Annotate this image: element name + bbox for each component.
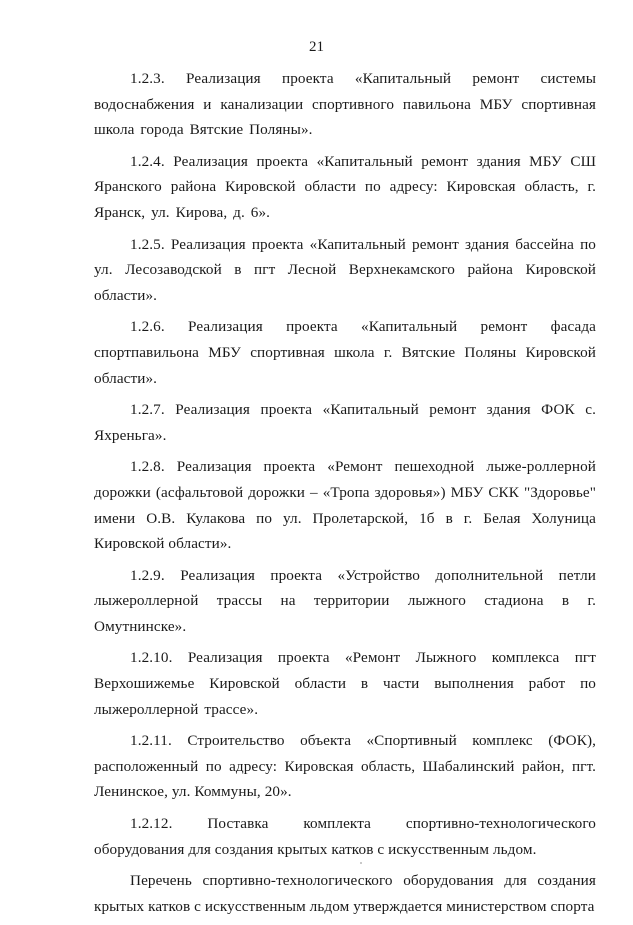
paragraph-1-2-7: 1.2.7. Реализация проекта «Капитальный ремонт здания ФОК с. Яхреньга». (94, 401, 596, 444)
paragraph-1-2-12: 1.2.12. Поставка комплекта спортивно-технологического оборудования для создания крытых катков с искусственным льдом. (94, 815, 596, 858)
page-number: 21 (309, 39, 324, 55)
paragraph-1-2-3: 1.2.3. Реализация проекта «Капитальный ремонт системы водоснабжения и канализации спортивного павильона МБУ спортивная школа города Вятские Поляны». (94, 70, 596, 139)
scan-speck (360, 862, 362, 864)
paragraph-1-2-6: 1.2.6. Реализация проекта «Капитальный ремонт фасада спортпавильона МБУ спортивная школа г. Вятские Поляны Кировской области». (94, 318, 596, 387)
paragraph-1-2-5: 1.2.5. Реализация проекта «Капитальный ремонт здания бассейна по ул. Лесозаводской в пгт Лесной Верхнекамского района Кировской области». (94, 235, 596, 304)
document-body (94, 66, 596, 925)
paragraph-1-2-4: 1.2.4. Реализация проекта «Капитальный ремонт здания МБУ СШ Яранского района Кировской области по адресу: Кировская область, г. Яранск, ул. Кирова, д. 6». (94, 152, 596, 221)
paragraph-1-2-11: 1.2.11. Строительство объекта «Спортивный комплекс (ФОК), расположенный по адресу: Кировская область, Шабалинский район, пгт. Ленинское, ул. Коммуны, 20». (94, 732, 596, 801)
paragraph-equipment-list: Перечень спортивно-технологического оборудования для создания крытых катков с искусственным льдом утверждается министерством спорта (94, 872, 596, 915)
paragraph-1-2-10: 1.2.10. Реализация проекта «Ремонт Лыжного комплекса пгт Верхошижемье Кировской области в части выполнения работ по лыжероллерной трассе». (94, 649, 596, 718)
paragraph-1-2-9: 1.2.9. Реализация проекта «Устройство дополнительной петли лыжероллерной трассы на территории лыжного стадиона в г. Омутнинске». (94, 566, 596, 635)
paragraph-1-2-8: 1.2.8. Реализация проекта «Ремонт пешеходной лыже-роллерной дорожки (асфальтовой дорожки – «Тропа здоровья») МБУ СКК "Здоровье" имени О.В. Кулакова по ул. Пролетарской, 1б в г. Белая Холуница Кировской области». (94, 458, 596, 553)
